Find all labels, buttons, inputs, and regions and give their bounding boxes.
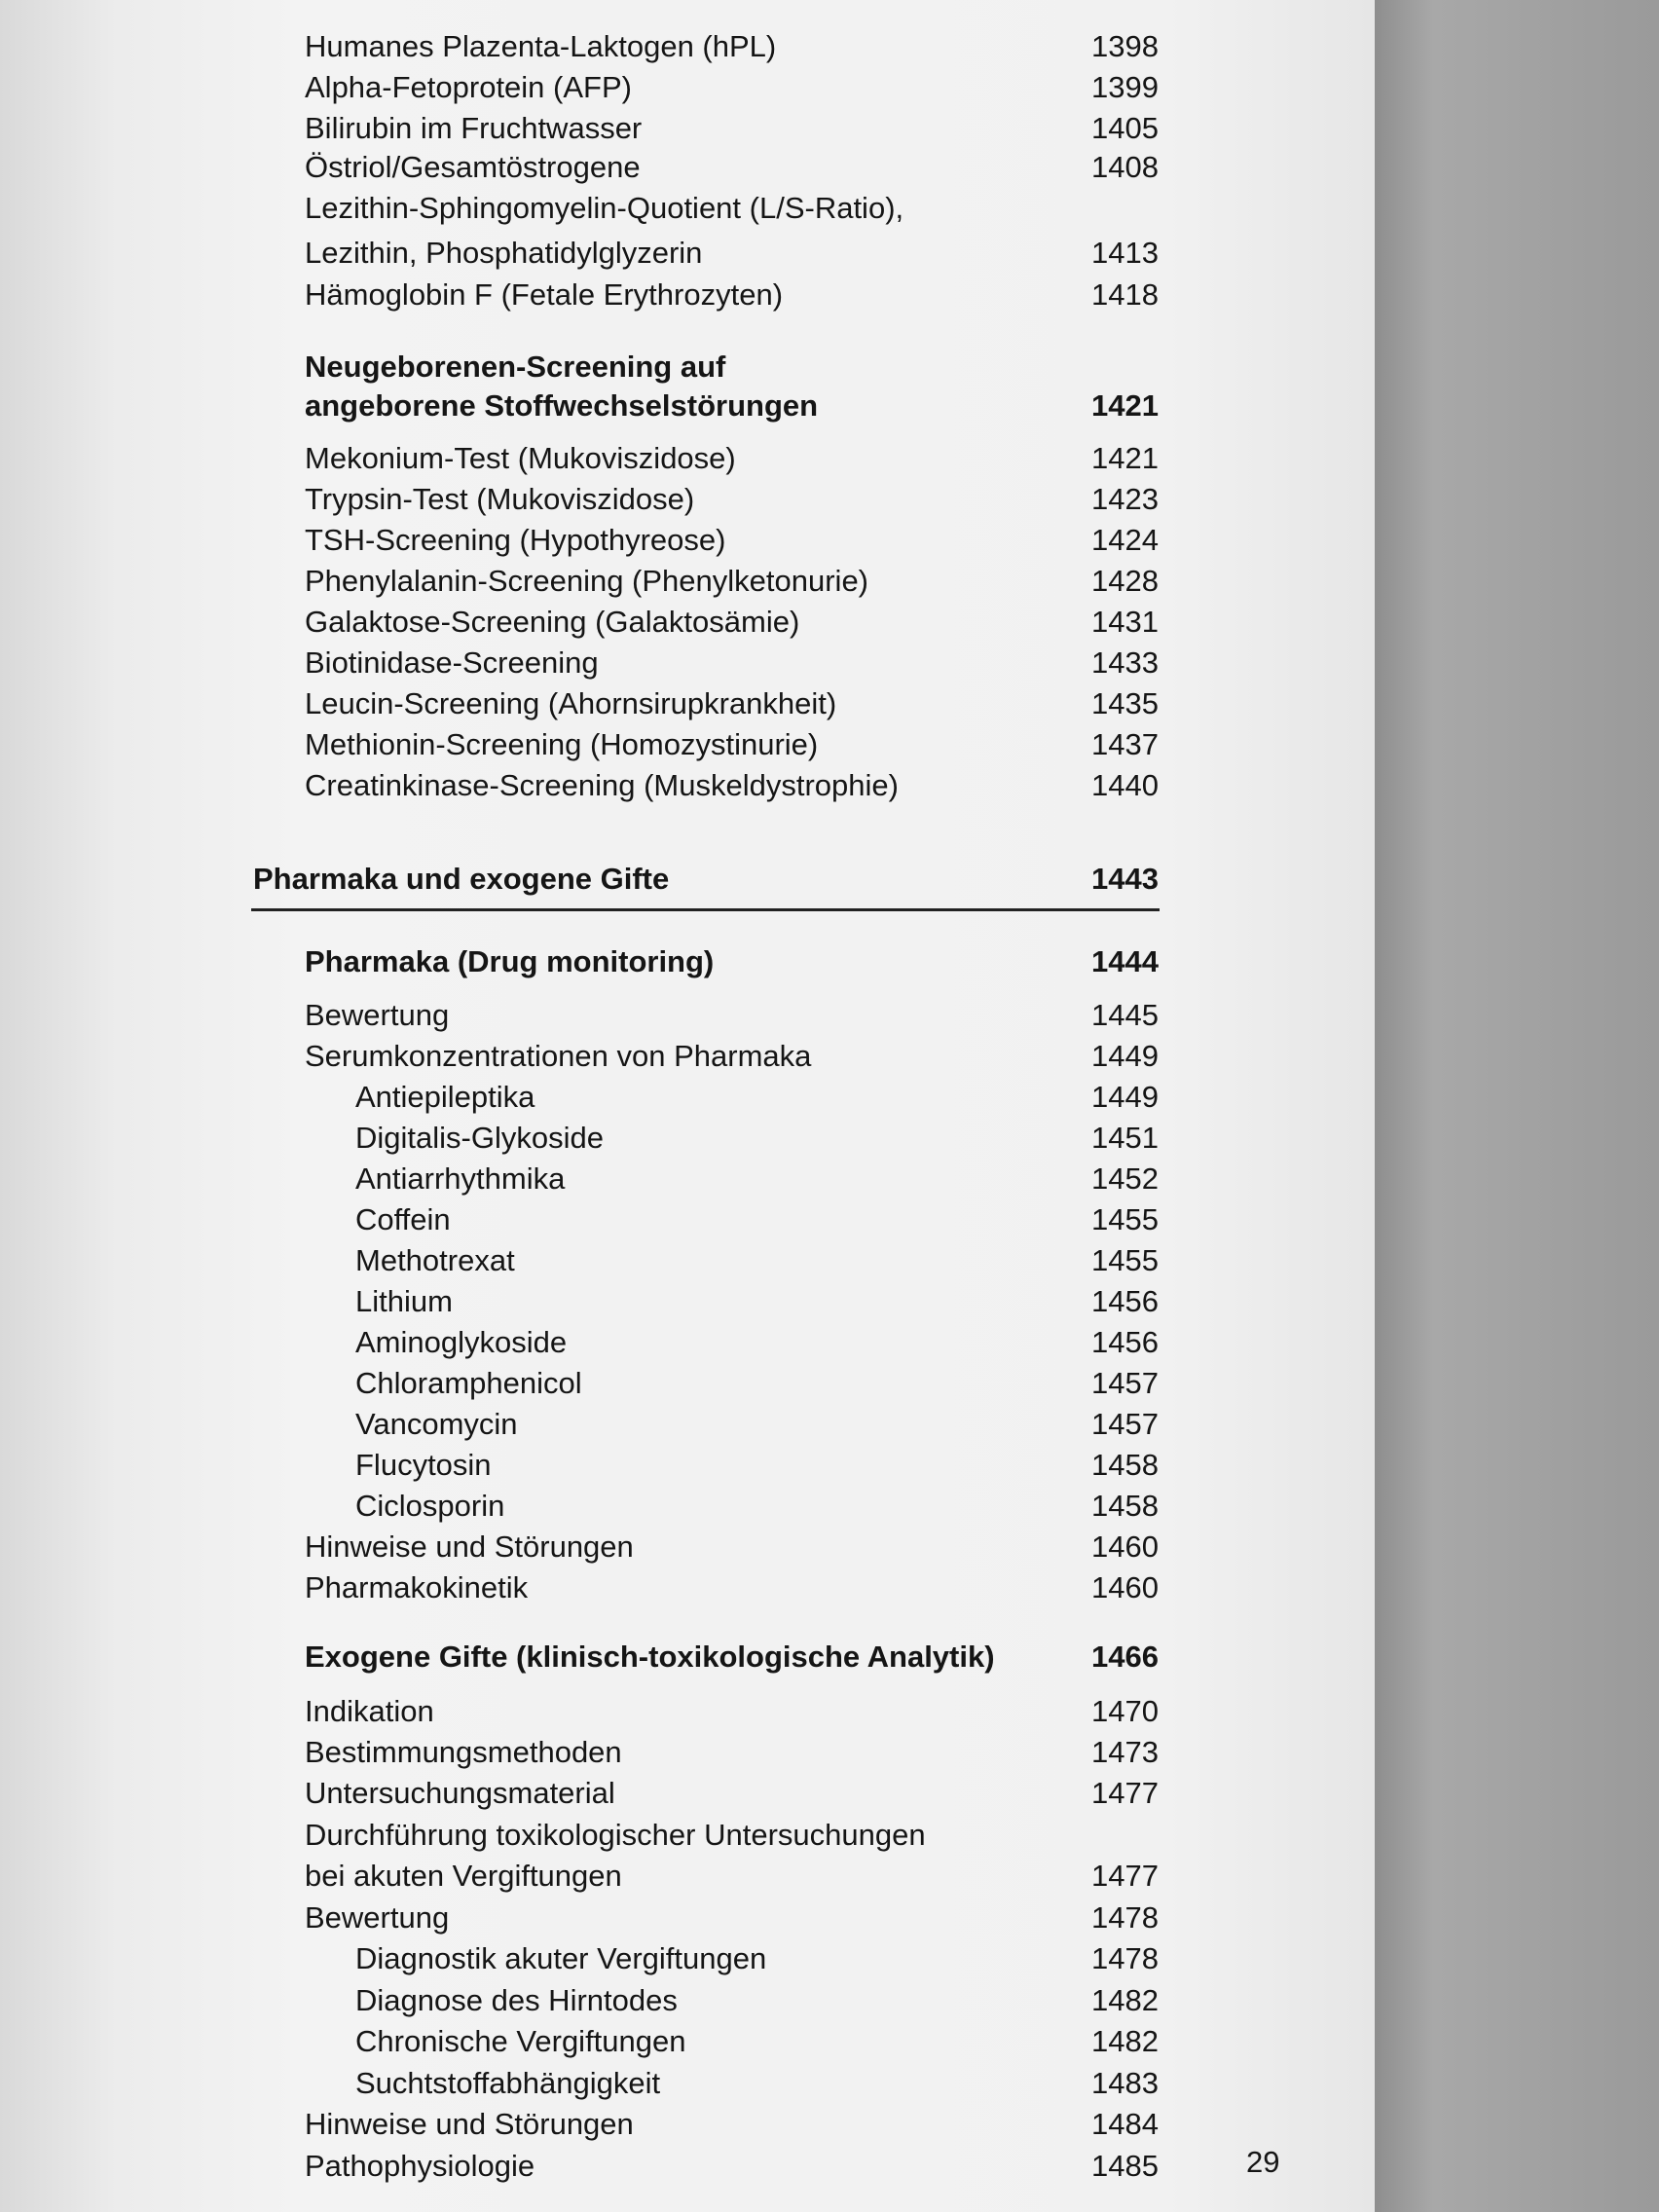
toc-entry [305,2147,1168,2186]
toc-entry [355,1119,1168,1158]
toc-entry-title: Pharmaka und exogene Gifte [253,862,670,896]
toc-entry-title: Digitalis-Glykoside [355,1121,604,1155]
toc-entry-page: 1443 [1091,862,1159,896]
toc-entry [305,766,1168,805]
toc-entry-page: 1457 [1091,1366,1159,1400]
toc-entry-title: Serumkonzentrationen von Pharmaka [305,1039,812,1073]
toc-entry-title: Hinweise und Störungen [305,1530,634,1564]
toc-entry-page: 1449 [1091,1080,1159,1114]
toc-entry [305,68,1168,107]
toc-entry-page: 1460 [1091,1530,1159,1564]
toc-entry-title: Phenylalanin-Screening (Phenylketonurie) [305,564,869,598]
toc-entry-page: 1456 [1091,1325,1159,1359]
toc-entry-page: 1418 [1091,277,1159,312]
toc-entry-page: 1458 [1091,1448,1159,1482]
toc-entry [355,1200,1168,1239]
toc-entry-title: Flucytosin [355,1448,492,1482]
toc-entry-page: 1413 [1091,236,1159,270]
toc-entry-title: Indikation [305,1694,434,1728]
toc-entry [305,1568,1168,1607]
toc-entry-page: 1478 [1091,1900,1159,1935]
toc-entry-title: Pharmaka (Drug monitoring) [305,944,715,978]
toc-entry [305,234,1168,273]
toc-entry-title: angeborene Stoffwechselstörungen [305,388,819,423]
toc-entry [355,1405,1168,1444]
toc-entry [305,348,1168,387]
toc-entry-title: Methionin-Screening (Homozystinurie) [305,727,819,761]
toc-entry-page: 1405 [1091,111,1159,145]
toc-entry-page: 1437 [1091,727,1159,761]
toc-entry [305,725,1168,764]
toc-entry [305,942,1168,981]
toc-entry-title: Lithium [355,1284,453,1318]
toc-entry-page: 1455 [1091,1202,1159,1236]
toc-entry-page: 1451 [1091,1121,1159,1155]
toc-entry-page: 1445 [1091,998,1159,1032]
toc-entry [305,1692,1168,1731]
toc-entry-page: 1460 [1091,1570,1159,1604]
toc-entry [305,480,1168,519]
toc-entry-page: 1483 [1091,2066,1159,2100]
toc-entry-page: 1444 [1091,944,1159,978]
toc-entry [305,276,1168,314]
toc-entry-page: 1482 [1091,1983,1159,2017]
toc-entry-title: Vancomycin [355,1407,518,1441]
toc-entry [355,1939,1168,1978]
toc-entry [305,603,1168,642]
toc-entry [305,1733,1168,1772]
toc-entry [355,1364,1168,1403]
toc-entry-page: 1408 [1091,150,1159,184]
toc-entry [305,387,1168,425]
toc-entry-title: Bilirubin im Fruchtwasser [305,111,643,145]
toc-entry-title: Untersuchungsmaterial [305,1776,615,1810]
toc-entry-title: Alpha-Fetoprotein (AFP) [305,70,632,104]
page-edge-shadow [1375,0,1659,2212]
toc-entry-page: 1482 [1091,2024,1159,2058]
toc-entry-title: Antiepileptika [355,1080,535,1114]
toc-entry-page: 1466 [1091,1640,1159,1674]
toc-entry-title: Exogene Gifte (klinisch-toxikologische Analytik) [305,1640,995,1674]
toc-entry [305,1774,1168,1813]
toc-entry [253,860,1168,899]
toc-entry [355,1078,1168,1117]
toc-entry-page: 1458 [1091,1489,1159,1523]
toc-entry-title: Chloramphenicol [355,1366,582,1400]
toc-entry-title: Pathophysiologie [305,2149,535,2183]
toc-entry-title: Hämoglobin F (Fetale Erythrozyten) [305,277,784,312]
toc-entry-page: 1477 [1091,1776,1159,1810]
toc-entry-page: 1456 [1091,1284,1159,1318]
toc-entry [305,684,1168,723]
toc-entry-page: 1457 [1091,1407,1159,1441]
toc-entry [305,189,1168,228]
toc-entry-page: 1440 [1091,768,1159,802]
toc-entry-title: Diagnose des Hirntodes [355,1983,678,2017]
toc-entry [305,1899,1168,1937]
toc-entry-page: 1478 [1091,1941,1159,1975]
toc-entry-title: Creatinkinase-Screening (Muskeldystrophie) [305,768,899,802]
toc-entry-title: Lezithin, Phosphatidylglyzerin [305,236,703,270]
toc-entry-title: bei akuten Vergiftungen [305,1859,622,1893]
toc-entry-title: Pharmakokinetik [305,1570,529,1604]
toc-entry-page: 1470 [1091,1694,1159,1728]
toc-entry [305,27,1168,66]
toc-entry-page: 1423 [1091,482,1159,516]
toc-entry-page: 1473 [1091,1735,1159,1769]
toc-entry-title: Hinweise und Störungen [305,2107,634,2141]
toc-entry-page: 1477 [1091,1859,1159,1893]
toc-entry [355,2064,1168,2103]
toc-entry-page: 1452 [1091,1161,1159,1196]
toc-entry-title: Bestimmungsmethoden [305,1735,622,1769]
toc-entry [305,562,1168,601]
toc-entry-title: Ciclosporin [355,1489,505,1523]
page-number: 29 [1246,2145,1280,2179]
toc-entry-page: 1433 [1091,645,1159,680]
toc-entry-title: Chronische Vergiftungen [355,2024,686,2058]
toc-entry-title: Trypsin-Test (Mukoviszidose) [305,482,695,516]
toc-entry-title: Bewertung [305,1900,450,1935]
toc-entry-title: Bewertung [305,998,450,1032]
toc-entry-title: Leucin-Screening (Ahornsirupkrankheit) [305,686,837,720]
toc-entry [355,1282,1168,1321]
toc-entry [305,1037,1168,1076]
toc-entry-page: 1421 [1091,388,1159,423]
toc-entry [305,1816,1168,1855]
toc-entry [305,644,1168,682]
toc-entry-page: 1435 [1091,686,1159,720]
toc-entry [355,1160,1168,1198]
toc-entry [355,1981,1168,2020]
toc-entry [305,109,1168,148]
toc-entry [305,521,1168,560]
toc-entry-title: Humanes Plazenta-Laktogen (hPL) [305,29,777,63]
toc-entry [305,148,1168,187]
toc-entry-page: 1455 [1091,1243,1159,1277]
toc-entry-title: TSH-Screening (Hypothyreose) [305,523,726,557]
toc-entry-title: Biotinidase-Screening [305,645,599,680]
toc-entry-title: Antiarrhythmika [355,1161,566,1196]
toc-entry-page: 1484 [1091,2107,1159,2141]
toc-entry-page: 1399 [1091,70,1159,104]
toc-entry-title: Aminoglykoside [355,1325,568,1359]
toc-entry [305,439,1168,478]
toc-entry-title: Östriol/Gesamtöstrogene [305,150,641,184]
toc-entry-page: 1449 [1091,1039,1159,1073]
toc-entry [355,1446,1168,1485]
toc-entry-title: Suchtstoffabhängigkeit [355,2066,661,2100]
toc-entry-page: 1424 [1091,523,1159,557]
toc-entry-title: Mekonium-Test (Mukoviszidose) [305,441,736,475]
toc-entry [305,2105,1168,2144]
toc-entry-title: Galaktose-Screening (Galaktosämie) [305,605,800,639]
toc-entry-title: Diagnostik akuter Vergiftungen [355,1941,767,1975]
toc-entry-title: Lezithin-Sphingomyelin-Quotient (L/S-Ratio), [305,191,904,225]
toc-entry [305,1528,1168,1567]
toc-entry-title: Coffein [355,1202,451,1236]
toc-entry [355,1241,1168,1280]
toc-entry [355,2022,1168,2061]
toc-entry-page: 1421 [1091,441,1159,475]
toc-entry-page: 1485 [1091,2149,1159,2183]
toc-entry [355,1487,1168,1526]
toc-entry-title: Neugeborenen-Screening auf [305,350,726,384]
toc-entry-title: Durchführung toxikologischer Untersuchungen [305,1818,926,1852]
toc-entry-page: 1428 [1091,564,1159,598]
toc-entry [305,996,1168,1035]
toc-entry [305,1857,1168,1896]
toc-entry-page: 1398 [1091,29,1159,63]
toc-entry [355,1323,1168,1362]
section-divider [251,908,1160,911]
toc-entry-title: Methotrexat [355,1243,515,1277]
toc-entry-page: 1431 [1091,605,1159,639]
toc-entry [305,1638,1168,1677]
